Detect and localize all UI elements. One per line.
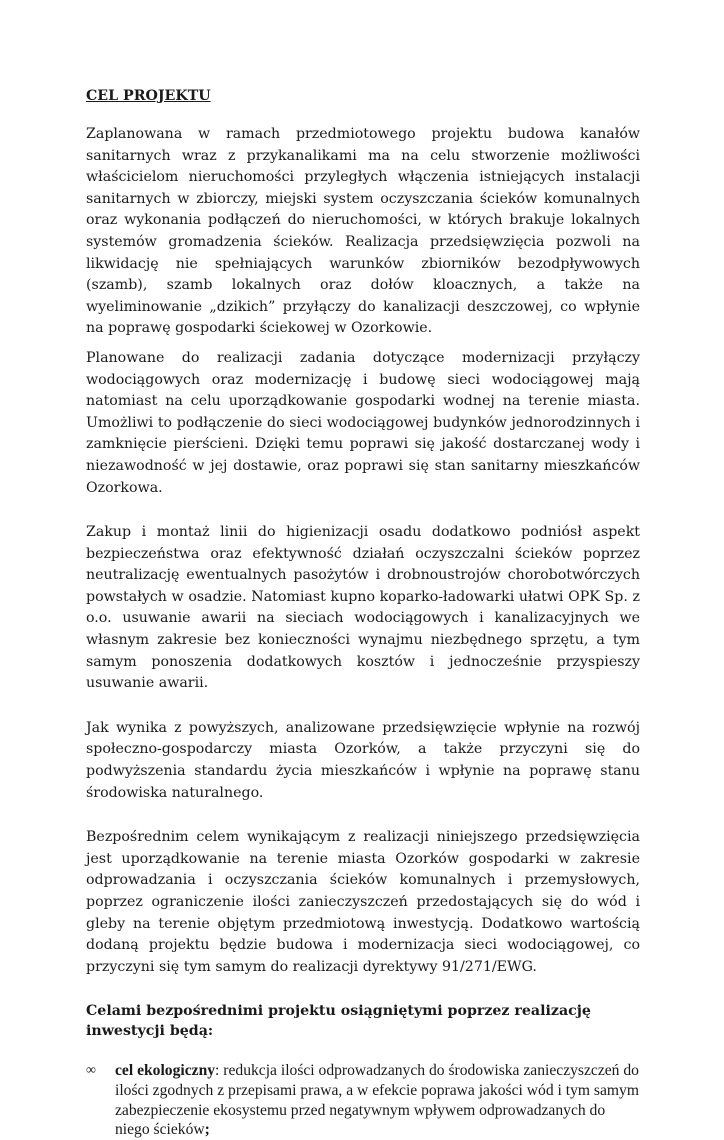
objective-description: : redukcja ilości odprowadzanych do środowiska zanieczyszczeń do ilości zgodnych z przepisami prawa, a w efekcie poprawa jakości wód i tym samym zabezpieczenie ekosystemu przed negatywnym wpływem odprowadzanych do niego ścieków	[115, 1062, 639, 1139]
infinity-bullet-icon: ∞	[86, 1063, 96, 1079]
objective-end-mark: ;	[204, 1121, 210, 1139]
paragraph-sludge-hygienization: Zakup i montaż linii do higienizacji osadu dodatkowo podniósł aspekt bezpieczeństwa oraz efektywność działań oczyszczalni ścieków poprzez neutralizację ewentualnych pasożytów i drobnoustrojów chorobotwórczych powstałych w osadzie. Natomiast kupno koparko-ładowarki ułatwi OPK Sp. z o.o. usuwanie awarii na sieciach wodociągowych i kanalizacyjnych we własnym zakresie bez konieczności wynajmu niezbędnego sprzętu, a tym samym ponoszenia dodatkowych kosztów i jednocześnie przyspieszy usuwanie awarii.	[86, 524, 640, 692]
objective-term: cel ekologiczny	[115, 1062, 216, 1080]
paragraph-water-network: Planowane do realizacji zadania dotyczące modernizacji przyłączy wodociągowych oraz modernizację i budowę sieci wodociągowej mają natomiast na celu uporządkowanie gospodarki wodnej na terenie miasta. Umożliwi to podłączenie do sieci wodociągowej budynków jednorodzinnych i zamknięcie pierścieni. Dzięki temu poprawi się jakość dostarczanej wody i niezawodność w jej dostawie, oraz poprawi się stan sanitarny mieszkańców Ozorkowa.	[86, 349, 640, 496]
paragraph-socio-economic: Jak wynika z powyższych, analizowane przedsięwzięcie wpłynie na rozwój społeczno-gospodarczy miasta Ozorków, a także przyczyni się do podwyższenia standardu życia mieszkańców i wpłynie na poprawę stanu środowiska naturalnego.	[86, 719, 640, 801]
objectives-heading: Celami bezpośrednimi projektu osiągniętymi poprzez realizację inwestycji będą:	[86, 1003, 591, 1040]
paragraph-direct-goal: Bezpośrednim celem wynikającym z realizacji niniejszego przedsięwzięcia jest uporządkowanie na terenie miasta Ozorków gospodarki w zakresie odprowadzania i oczyszczania ścieków komunalnych i przemysłowych, poprzez ograniczenie ilości zanieczyszczeń przedostających się do wód i gleby na terenie objętym przedmiotową inwestycją. Dodatkowo wartością dodaną projektu będzie budowa i modernizacja sieci wodociągowej, co przyczyni się tym samym do realizacji dyrektywy 91/271/EWG.	[86, 829, 640, 975]
section-title: CEL PROJEKTU	[86, 88, 211, 104]
paragraph-sewer-construction: Zaplanowana w ramach przedmiotowego projektu budowa kanałów sanitarnych wraz z przykanalikami ma na celu stworzenie możliwości właścicielom nieruchomości przyległych włączenia istniejących instalacji sanitarnych w zbiorczy, miejski system oczyszczania ścieków komunalnych oraz wykonania podłączeń do nieruchomości, w których brakuje lokalnych systemów gromadzenia ścieków. Realizacja przedsięwzięcia pozwoli na likwidację nie spełniających warunków zbiorników bezodpływowych (szamb), szamb lokalnych oraz dołów kloacznych, a także na wyeliminowanie „dzikich” przyłączy do kanalizacji deszczowej, co wpłynie na poprawę gospodarki ściekowej w Ozorkowie.	[86, 126, 640, 337]
objective-list-item	[86, 1061, 640, 1139]
